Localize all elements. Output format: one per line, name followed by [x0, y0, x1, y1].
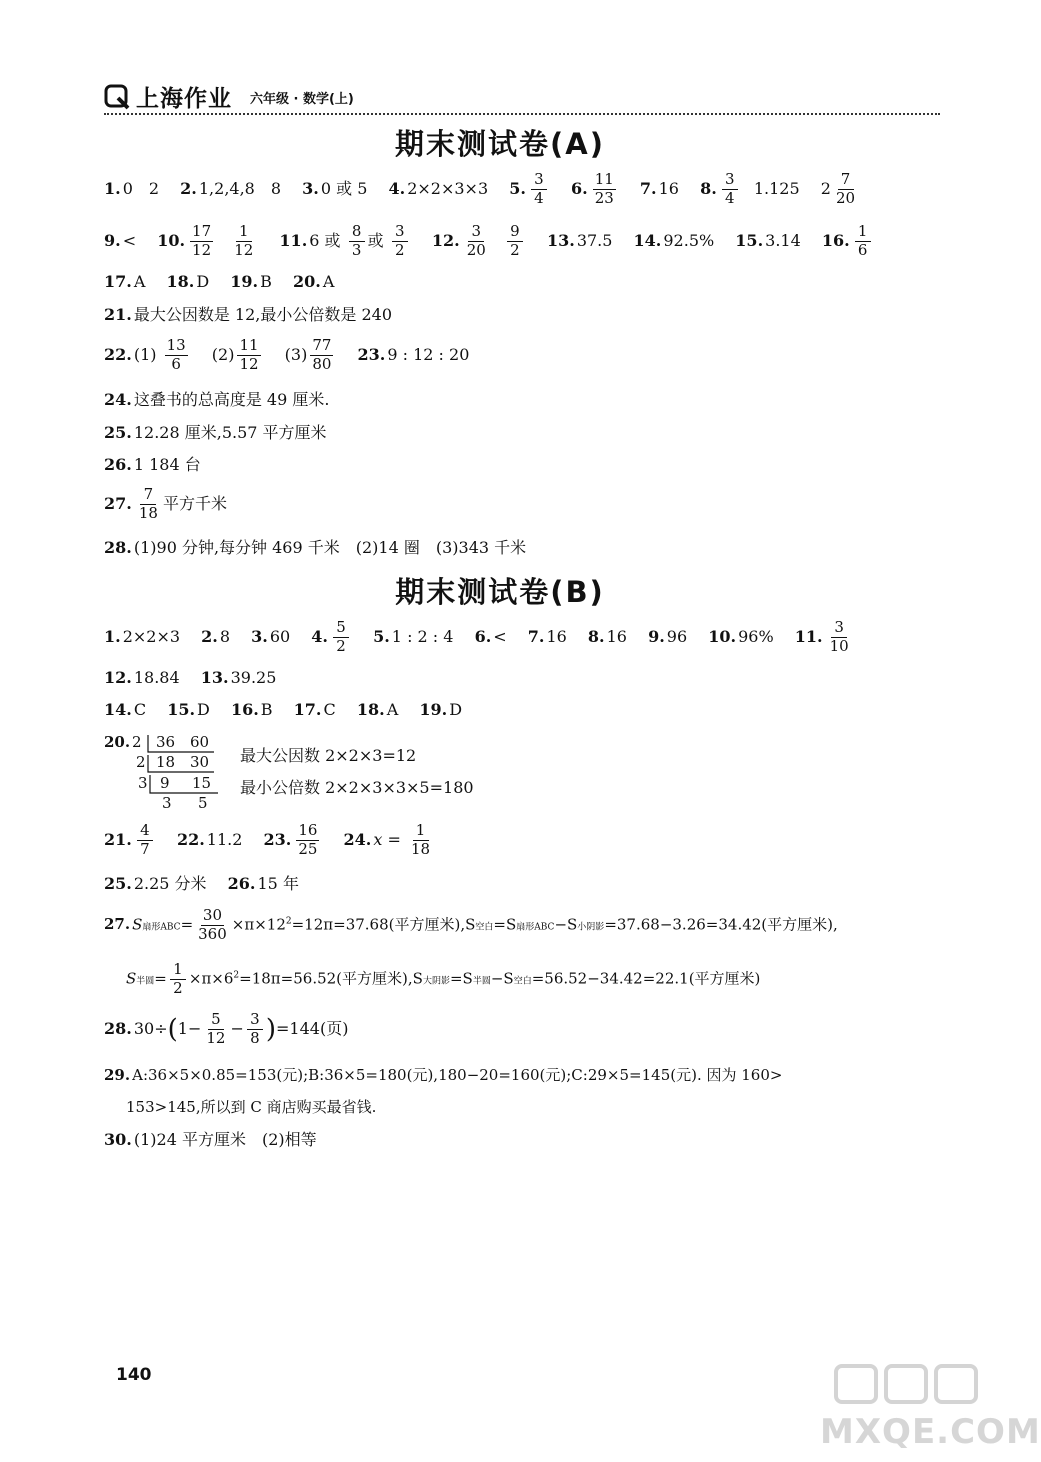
section-title-b: 期末测试卷(B) — [395, 575, 605, 609]
answer-line-b28: 28. 30÷(1− $\frac{5}{12}$ − $\frac{3}{8}$ )=144(页) — [104, 1010, 349, 1047]
watermark-logo-icon — [834, 1362, 980, 1406]
answer-line-a2: 9. < 10. $\frac{17}{12}$ $\frac{1}{12}$ 11. 6 或 $\frac{8}{3}$ 或 $\frac{3}{2}$ 12. $\frac{3}{20}$ $\frac{9}{2}$ 13. 37.5 14. 92.5% 15. 3.14 16. $\frac{1}{6}$ — [104, 224, 874, 259]
answer-line-b3: 14. C 15. D 16. B 17. C 18. A 19. D — [104, 700, 463, 719]
magnifier-logo-icon — [104, 84, 130, 110]
header-dotted-rule — [104, 113, 940, 115]
answer-line-a25: 25. 12.28 厘米,5.57 平方厘米 — [104, 423, 327, 442]
section-title-a: 期末测试卷(A) — [395, 127, 605, 161]
page-number: 140 — [116, 1365, 152, 1385]
answer-line-b21: 21. $\frac{4}{7}$ 22. 11.2 23. $\frac{16}{25}$ 24. x = $\frac{1}{18}$ — [104, 821, 431, 858]
answer-line-a26: 26. 1 184 台 — [104, 455, 201, 474]
answer-line-b27b: S半圆= $\frac{1}{2}$ $\times\pi\times 6^2=18\pi=56.52$(平方厘米),S大阴影=S半圆−S空白=56.52−34.42=22.1(平方厘米) — [126, 960, 761, 997]
answer-line-b25: 25. 2.25 分米 26. 15 年 — [104, 874, 299, 893]
answer-line-b30: 30. (1)24 平方厘米 (2)相等 — [104, 1130, 317, 1149]
answer-line-a21: 21. 最大公因数是 12,最小公倍数是 240 — [104, 305, 393, 324]
answer-line-b29-cont: 153>145,所以到 C 商店购买最省钱. — [126, 1098, 377, 1116]
answer-line-a3: 17. A 18. D 19. B 20. A — [104, 272, 335, 291]
gcd-result: 最大公因数 2×2×3=12 — [240, 746, 417, 765]
answer-line-a22: 22. (1) $\frac{13}{6}$ (2) $\frac{11}{12}$ (3) $\frac{77}{80}$ 23. 9 : 12 : 20 — [104, 336, 470, 373]
brand-title: 上海作业 — [136, 86, 232, 112]
lcm-result: 最小公倍数 2×2×3×3×5=180 — [240, 778, 474, 797]
answer-line-b2: 12. 18.84 13. 39.25 — [104, 668, 277, 687]
answer-line-a24: 24. 这叠书的总高度是 49 厘米. — [104, 390, 330, 409]
division-bracket-lines — [104, 733, 224, 813]
answer-line-a27: 27. $\frac{7}{18}$ 平方千米 — [104, 485, 227, 522]
answer-line-a28: 28. (1)90 分钟,每分钟 469 千米 (2)14 圈 (3)343 千米 — [104, 538, 527, 557]
answer-line-b27a: 27. S扇形ABC= $\frac{30}{360}$ $\times\pi\times 12^2=12\pi=37.68$(平方厘米),S空白=S扇形ABC−S小阴影=37.68−3.26=34.42(平方厘米), — [104, 906, 838, 943]
answer-line-b29: 29. A:36×5×0.85=153(元);B:36×5=180(元),180−20=160(元);C:29×5=145(元). 因为 160> — [104, 1066, 783, 1084]
grade-subject: 六年级 · 数学(上) — [250, 92, 354, 107]
watermark-text: MXQE.COM — [820, 1412, 1041, 1452]
answer-line-a1: 1. 0 2 2. 1,2,4,8 8 3. 0 或 5 4. 2×2×3×3 5. $\frac{3}{4}$ 6. $\frac{11}{23}$ 7. 16 8. $\frac{3}{4}$ 1.125 2 $\frac{7}{20}$ — [104, 170, 856, 207]
answer-line-b1: 1. 2×2×3 2. 8 3. 60 4. $\frac{5}{2}$ 5. 1 : 2 : 4 6. < 7. 16 8. 16 9. 96 10. 96% 11. $\frac{3}{10}$ — [104, 618, 849, 655]
short-division-ladder: 20. 2 36 60 2 18 30 3 9 15 3 5 — [104, 733, 224, 813]
